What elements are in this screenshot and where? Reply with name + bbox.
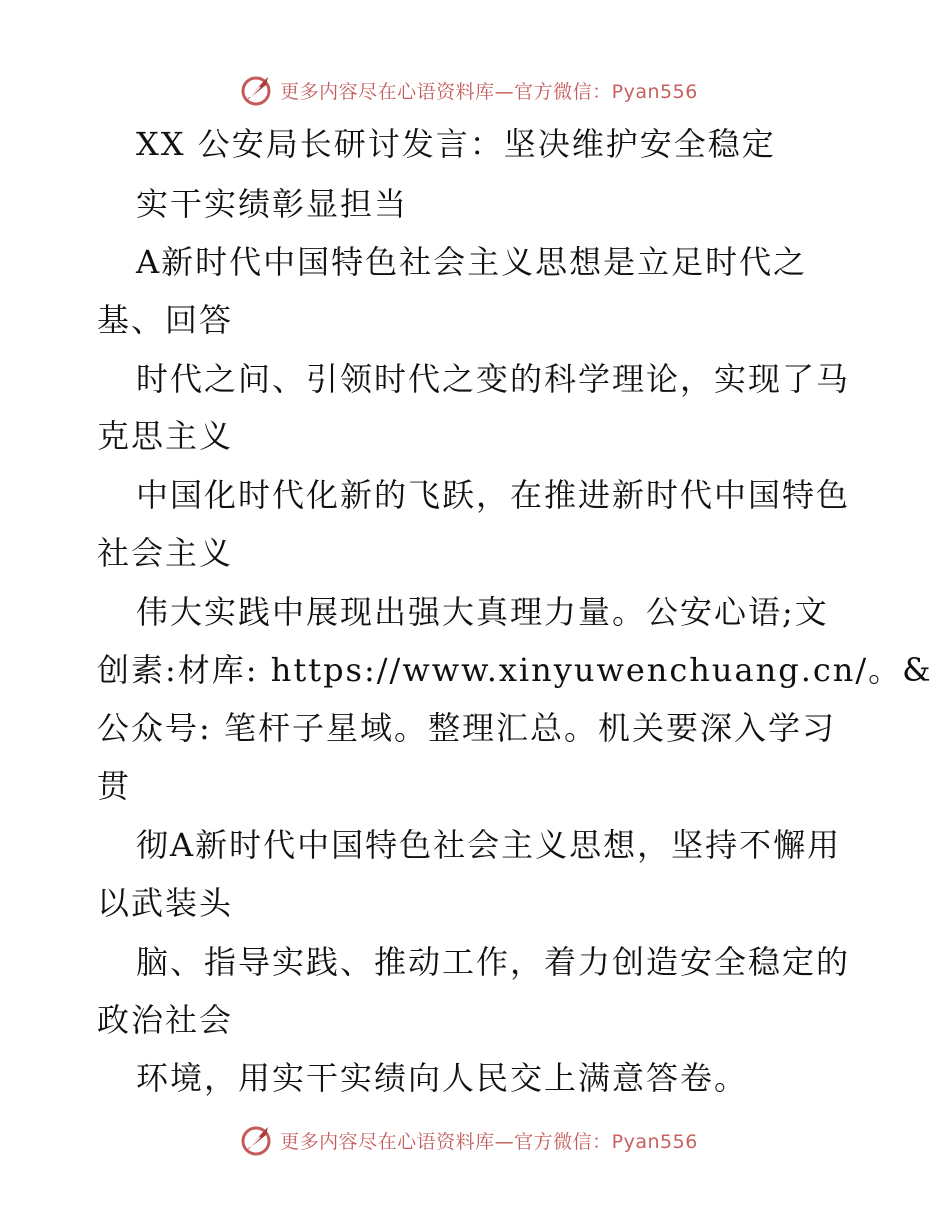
paragraph-line-url: 创素:材库: https://www.xinyuwenchuang.cn/。& bbox=[97, 651, 933, 689]
footer-watermark bbox=[0, 1120, 950, 1160]
watermark-wechat-id: Pyan556 bbox=[611, 1130, 698, 1153]
paragraph-line: 环境，用实干实绩向人民交上满意答卷。 bbox=[136, 1059, 749, 1097]
paragraph-line: 中国化时代化新的飞跃，在推进新时代中国特色 bbox=[136, 476, 851, 514]
document-title-line-1: XX 公安局长研讨发言：坚决维护安全稳定 bbox=[136, 125, 776, 163]
watermark-group bbox=[240, 73, 698, 107]
quill-logo-icon bbox=[240, 1123, 274, 1157]
paragraph-line: 克思主义 bbox=[97, 417, 234, 455]
paragraph-line: 贯 bbox=[97, 767, 132, 805]
watermark-group bbox=[240, 1123, 698, 1157]
paragraph-line: 以武装头 bbox=[97, 884, 234, 922]
paragraph-line: 政治社会 bbox=[97, 1001, 234, 1039]
header-watermark bbox=[0, 70, 950, 110]
paragraph-line: 伟大实践中展现出强大真理力量。公安心语;文 bbox=[136, 593, 829, 631]
paragraph-line: 公众号: 笔杆子星域。整理汇总。机关要深入学习 bbox=[97, 709, 836, 747]
watermark-wechat-id: Pyan556 bbox=[611, 80, 698, 103]
paragraph-line: 基、回答 bbox=[97, 301, 234, 339]
document-title-line-2: 实干实绩彰显担当 bbox=[136, 185, 409, 223]
paragraph-line: A新时代中国特色社会主义思想是立足时代之 bbox=[136, 243, 808, 281]
paragraph-line: 社会主义 bbox=[97, 534, 234, 572]
paragraph-line: 脑、指导实践、推动工作，着力创造安全稳定的 bbox=[136, 943, 851, 981]
watermark-text: 更多内容尽在心语资料库—官方微信：Pyan556 bbox=[280, 80, 698, 103]
paragraph-line: 彻A新时代中国特色社会主义思想，坚持不懈用 bbox=[136, 826, 842, 864]
quill-logo-icon bbox=[240, 73, 274, 107]
paragraph-line: 时代之问、引领时代之变的科学理论，实现了马 bbox=[136, 360, 851, 398]
watermark-text: 更多内容尽在心语资料库—官方微信：Pyan556 bbox=[280, 1130, 698, 1153]
